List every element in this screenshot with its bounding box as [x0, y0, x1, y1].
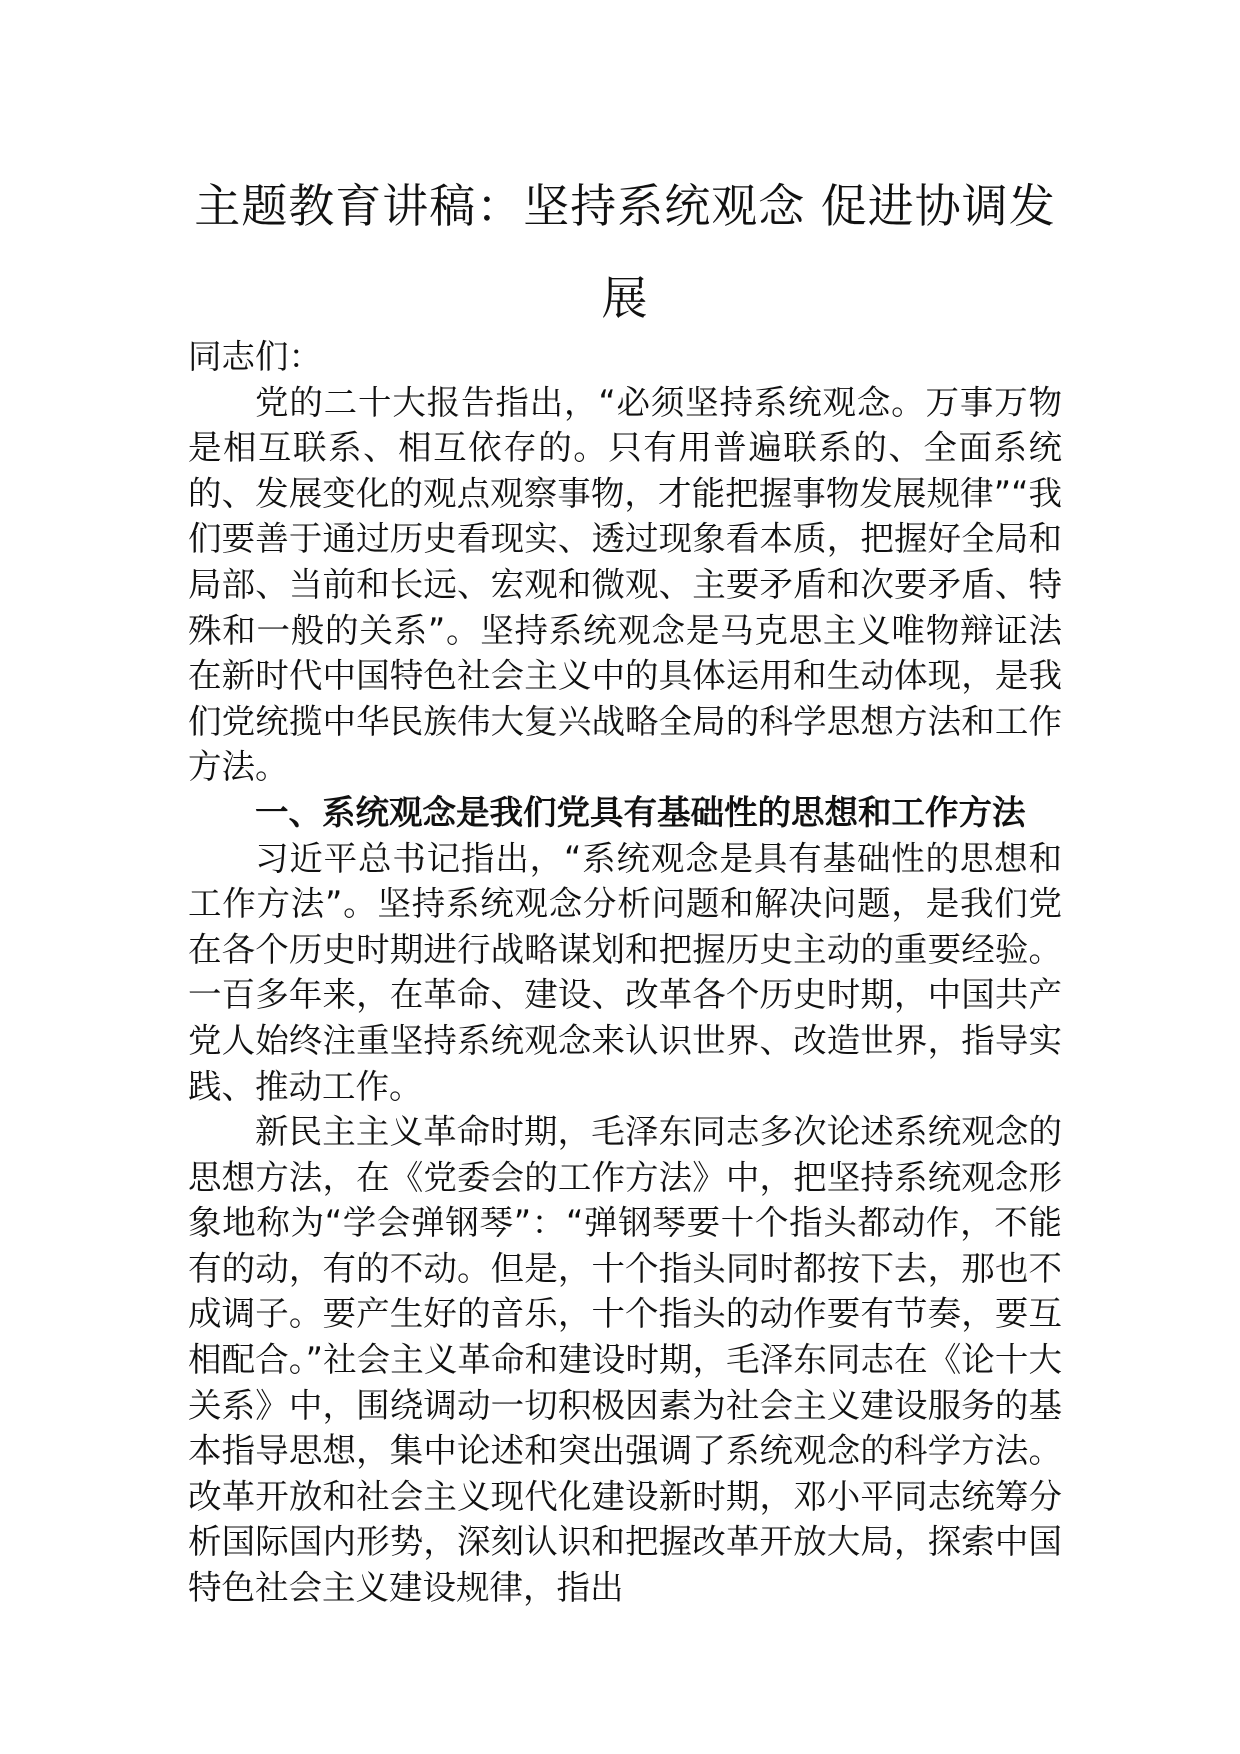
- section-heading: 一、系统观念是我们党具有基础性的思想和工作方法: [255, 792, 1026, 832]
- document-title: 主题教育讲稿：坚持系统观念 促进协调发展: [194, 179, 1056, 325]
- salutation: 同志们：: [188, 337, 322, 376]
- paragraph-systems-view: 习近平总书记指出，“系统观念是具有基础性的思想和工作方法”。坚持系统观念分析问题和解决问题，是我们党在各个历史时期进行战略谋划和把握历史主动的重要经验。一百多年来，在革命、建设、改革各个历史时期，中国共产党人始终注重坚持系统观念来认识世界、改造世界，指导实践、推动工作。: [188, 838, 1062, 1106]
- paragraph-history: 新民主主义革命时期，毛泽东同志多次论述系统观念的思想方法，在《党委会的工作方法》中，把坚持系统观念形象地称为“学会弹钢琴”：“弹钢琴要十个指头都动作，不能有的动，有的不动。但是，十个指头同时都按下去，那也不成调子。要产生好的音乐，十个指头的动作要有节奏，要互相配合。”社会主义革命和建设时期，毛泽东同志在《论十大关系》中，围绕调动一切积极因素为社会主义建设服务的基本指导思想，集中论述和突出强调了系统观念的科学方法。改革开放和社会主义现代化建设新时期，邓小平同志统筹分析国际国内形势，深刻认识和把握改革开放大局，探索中国特色社会主义建设规律，指出: [188, 1112, 1062, 1608]
- paragraph-intro: 党的二十大报告指出，“必须坚持系统观念。万事万物是相互联系、相互依存的。只有用普遍联系的、全面系统的、发展变化的观点观察事物，才能把握事物发展规律”“我们要善于通过历史看现实、透过现象看本质，把握好全局和局部、当前和长远、宏观和微观、主要矛盾和次要矛盾、特殊和一般的关系”。坚持系统观念是马克思主义唯物辩证法在新时代中国特色社会主义中的具体运用和生动体现，是我们党统揽中华民族伟大复兴战略全局的科学思想方法和工作方法。: [188, 382, 1062, 787]
- document-body: [188, 334, 1062, 1611]
